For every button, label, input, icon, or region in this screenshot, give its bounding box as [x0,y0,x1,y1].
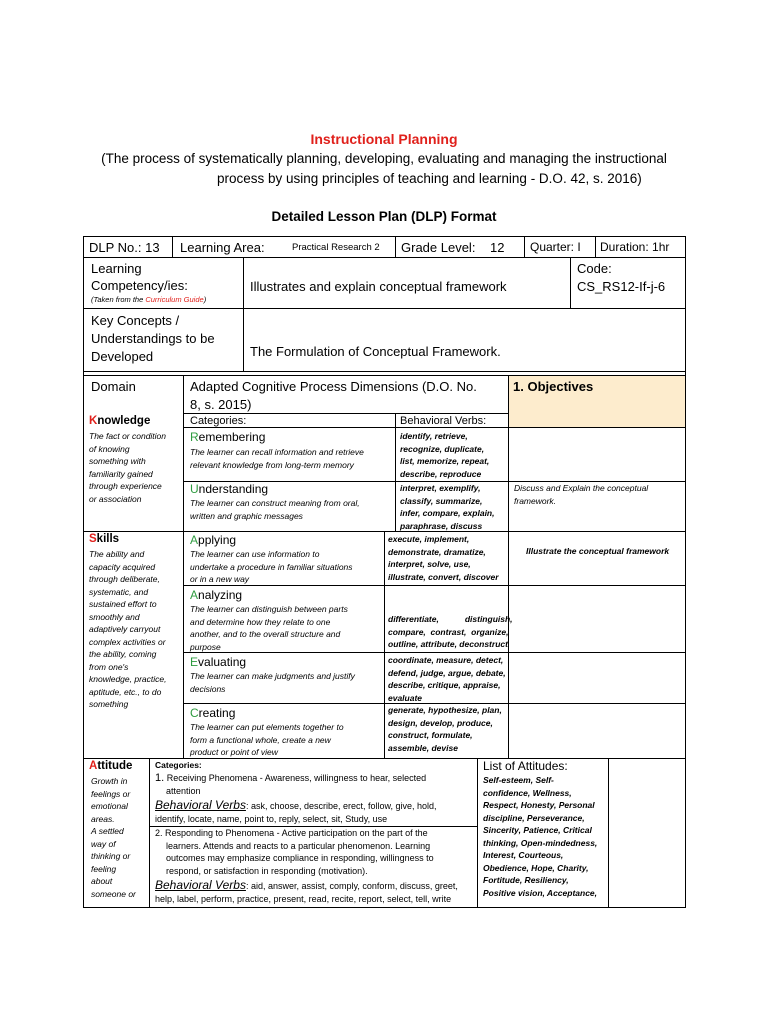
skills-desc: The ability and capacity acquired through deliberate, systematic, and sustained effort to smoothly and adaptively carryout complex activities or the ability, coming from one's knowledge, practice, aptitude, etc., to do something [89,549,167,709]
learning-area-value: Practical Research 2 [292,242,380,253]
learning-area-label: Learning Area: [180,240,265,255]
competency-label-2: Competency/ies: [91,278,188,293]
attitude-desc: Growth in feelings or emotional areas. A settled way of thinking or feeling about someone or [91,776,136,899]
attitude-category-1: 1. Receiving Phenomena - Awareness, willingness to hear, selected attention [155,772,427,796]
evaluating-category: Evaluating [190,655,247,669]
applying-verbs: execute, implement, demonstrate, dramatize, interpret, solve, use, illustrate, convert, discover [388,534,499,582]
understanding-desc: The learner can construct meaning from oral, written and graphic messages [190,498,360,521]
evaluating-desc: The learner can make judgments and justify decisions [190,671,355,694]
behavioral-verbs-header: Behavioral Verbs: [400,415,487,427]
remembering-verbs: identify, retrieve, recognize, duplicate, list, memorize, repeat, describe, reproduce [400,431,490,479]
grade-level-value: 12 [490,240,505,255]
knowledge-desc: The fact or condition of knowing something with familiarity gained through experience or association [89,431,167,504]
subtitle-line-2: process by using principles of teaching and learning - D.O. 42, s. 2016) [217,171,642,186]
duration: Duration: 1hr [600,240,670,254]
analyzing-desc: The learner can distinguish between parts and determine how they relate to one another, and to the overall structure and purpose [190,604,348,652]
evaluating-verbs: coordinate, measure, detect, defend, judge, argue, debate, describe, critique, appraise, evaluate [388,655,506,703]
creating-verbs: generate, hypothesize, plan, design, develop, produce, construct, formulate, assemble, devise [388,705,502,753]
applying-category: Applying [190,533,237,547]
skills-domain: Skills [89,533,120,545]
knowledge-domain: Knowledge [89,415,151,427]
dimensions-header-2: 8, s. 2015) [190,397,252,412]
categories-header: Categories: [190,415,247,427]
understanding-objective: Discuss and Explain the conceptual framework. [514,483,649,506]
dimensions-header-1: Adapted Cognitive Process Dimensions (D.O. No. [190,379,477,394]
key-concepts-label-2: Understandings to be [91,331,215,346]
attitude-domain: Attitude [89,760,133,772]
list-of-attitudes: Self-esteem, Self- confidence, Wellness, Respect, Honesty, Personal discipline, Perseverance, Sincerity, Patience, Critical thinking, Open-mindedness, Interest, Courteous, Obedience, Hope, Charity, Fortitude, Resiliency, Positive vision, Acceptance, [483,775,598,898]
applying-objective: Illustrate the conceptual framework [526,546,670,556]
dlp-number: DLP No.: 13 [89,240,160,255]
code-value: CS_RS12-If-j-6 [577,279,666,294]
key-concepts-label-3: Developed [91,349,154,364]
competency-label-1: Learning [91,261,142,276]
understanding-verbs: interpret, exemplify, classify, summarize, infer, compare, explain, paraphrase, discuss [400,483,495,531]
grade-level-label: Grade Level: [401,240,476,255]
understanding-category: Understanding [190,482,269,496]
list-of-attitudes-label: List of Attitudes: [483,759,568,773]
attitude-category-1-verbs: Behavioral Verbs: ask, choose, describe, erect, follow, give, hold, identify, locate, name, point to, reply, select, sit, Study, use [155,798,437,824]
creating-desc: The learner can put elements together to form a functional whole, create a new product or point of view [190,722,344,757]
subtitle-line-1: (The process of systematically planning, developing, evaluating and managing the instructional [101,151,667,166]
attitude-category-2-verbs: Behavioral Verbs: aid, answer, assist, comply, conform, discuss, greet, help, label, perform, practice, present, read, recite, report, select, tell, write [155,878,458,904]
attitude-categories-label: Categories: [155,760,202,770]
creating-category: Creating [190,706,236,720]
competency-note: (Taken from the Curriculum Guide) [91,295,207,304]
applying-desc: The learner can use information to undertake a procedure in familiar situations or in a new way [190,549,353,584]
analyzing-category: Analyzing [190,588,243,602]
attitude-category-2: 2. Responding to Phenomena - Active participation on the part of the learners. Attends and reacts to a particular phenomenon. Learning outcomes may emphasize compliance in responding, willingness to respond, or satisfaction in responding (motivation). [155,828,434,876]
domain-header: Domain [91,379,136,394]
remembering-desc: The learner can recall information and retrieve relevant knowledge from long-term memory [190,447,364,470]
quarter: Quarter: I [530,240,581,254]
competency-value: Illustrates and explain conceptual framework [250,279,507,294]
analyzing-verbs: differentiate, distinguish, compare, contrast, organize, outline, attribute, deconstruct [388,614,513,649]
key-concepts-value: The Formulation of Conceptual Framework. [250,344,501,359]
document-title: Instructional Planning [310,131,458,147]
format-title: Detailed Lesson Plan (DLP) Format [271,209,497,224]
key-concepts-label-1: Key Concepts / [91,313,180,328]
remembering-category: Remembering [190,430,266,444]
objectives-header: 1. Objectives [513,379,594,394]
code-label: Code: [577,261,612,276]
